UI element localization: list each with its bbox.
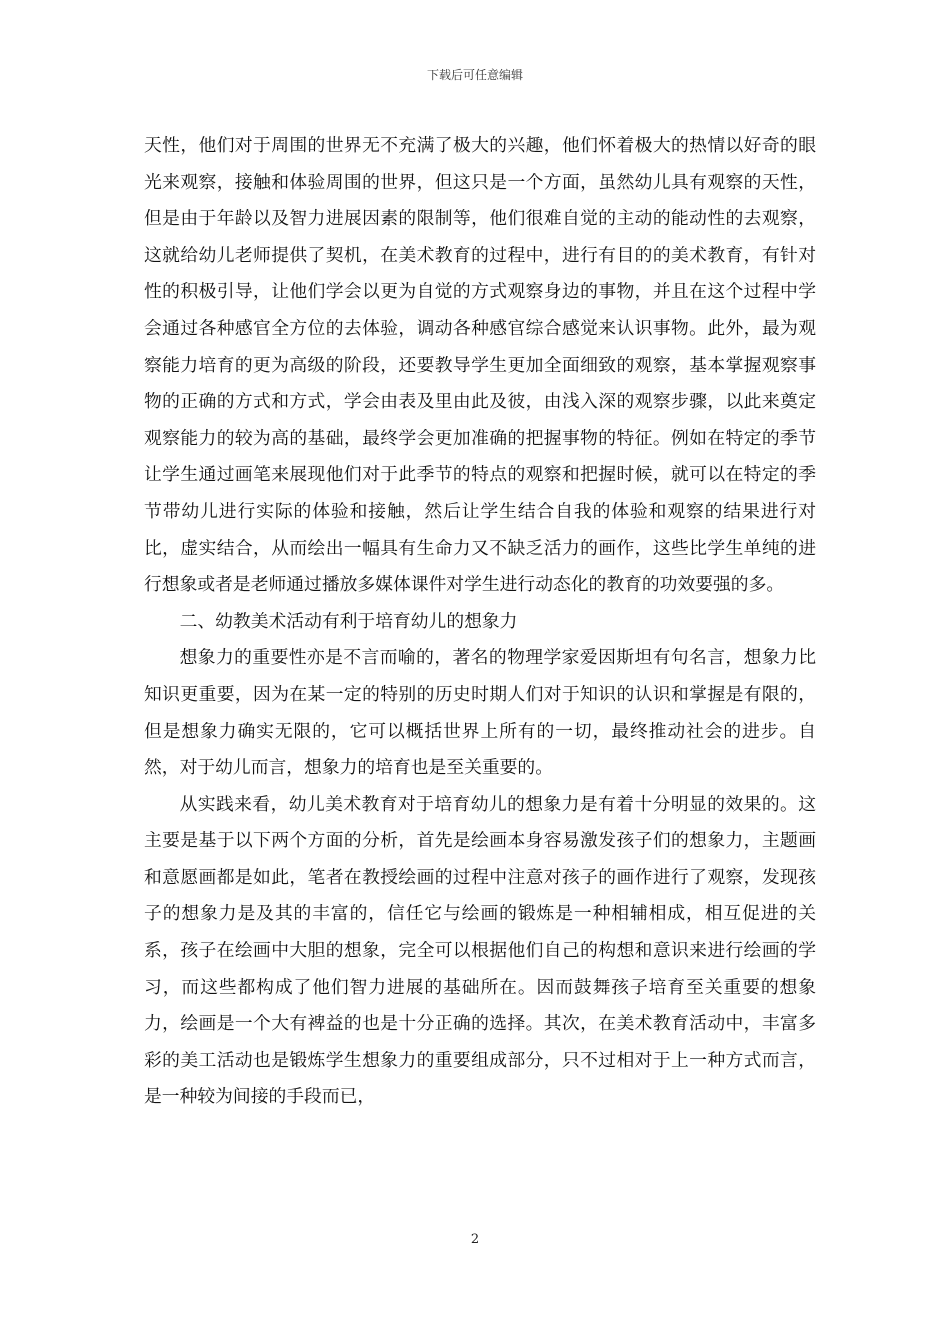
paragraph-imagination-importance: 想象力的重要性亦是不言而喻的，著名的物理学家爱因斯坦有句名言，想象力比知识更重要，因为在某一定的特别的历史时期人们对于知识的认识和掌握是有限的，但是想象力确实无限的，它可以概括世界上所有的一切，最终推动社会的进步。自然，对于幼儿而言，想象力的培育也是至关重要的。: [144, 647, 816, 779]
body-text: [144, 128, 816, 1116]
section-heading-imagination: 二、幼教美术活动有利于培育幼儿的想象力: [179, 610, 518, 632]
page-header: 下载后可任意编辑: [426, 68, 523, 82]
paragraph-imagination-practice: 从实践来看，幼儿美术教育对于培育幼儿的想象力是有着十分明显的效果的。这主要是基于以下两个方面的分析，首先是绘画本身容易激发孩子们的想象力，主题画和意愿画都是如此，笔者在教授绘画的过程中注意对孩子的画作进行了观察，发现孩子的想象力是及其的丰富的，信任它与绘画的锻炼是一种相辅相成，相互促进的关系，孩子在绘画中大胆的想象，完全可以根据他们自己的构想和意识来进行绘画的学习，而这些都构成了他们智力进展的基础所在。因而鼓舞孩子培育至关重要的想象力，绘画是一个大有裨益的也是十分正确的选择。其次，在美术教育活动中，丰富多彩的美工活动也是锻炼学生想象力的重要组成部分，只不过相对于上一种方式而言，是一种较为间接的手段而已，: [144, 793, 816, 1108]
page-number: 2: [470, 1232, 480, 1247]
paragraph-observation-continued: 天性，他们对于周围的世界无不充满了极大的兴趣，他们怀着极大的热情以好奇的眼光来观察，接触和体验周围的世界，但这只是一个方面，虽然幼儿具有观察的天性，但是由于年龄以及智力进展因素的限制等，他们很难自觉的主动的能动性的去观察，这就给幼儿老师提供了契机，在美术教育的过程中，进行有目的的美术教育，有针对性的积极引导，让他们学会以更为自觉的方式观察身边的事物，并且在这个过程中学会通过各种感官全方位的去体验，调动各种感官综合感觉来认识事物。此外，最为观察能力培育的更为高级的阶段，还要教导学生更加全面细致的观察，基本掌握观察事物的正确的方式和方式，学会由表及里由此及彼，由浅入深的观察步骤，以此来奠定观察能力的较为高的基础，最终学会更加准确的把握事物的特征。例如在特定的季节让学生通过画笔来展现他们对于此季节的特点的观察和把握时候，就可以在特定的季节带幼儿进行实际的体验和接触，然后让学生结合自我的体验和观察的结果进行对比，虚实结合，从而绘出一幅具有生命力又不缺乏活力的画作，这些比学生单纯的进行想象或者是老师通过播放多媒体课件对学生进行动态化的教育的功效要强的多。: [144, 135, 816, 596]
